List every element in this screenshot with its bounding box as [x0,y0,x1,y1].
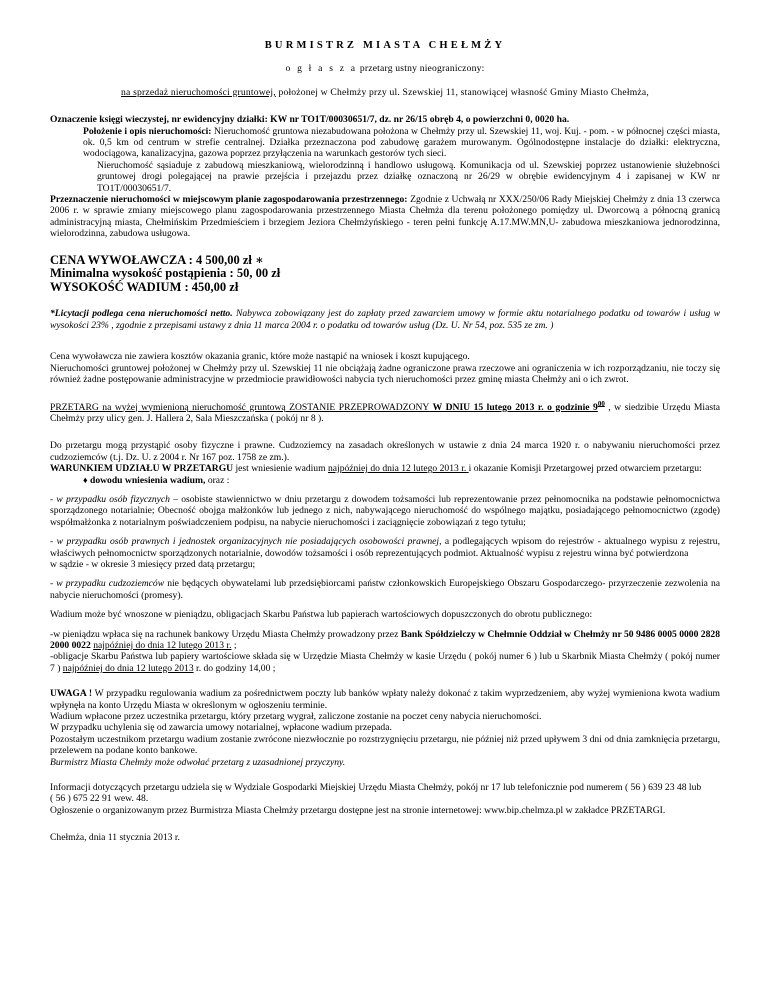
land-register-label: Oznaczenie księgi wieczystej, nr ewidencyjny działki [50,114,265,126]
natural-persons-text: – osobiste stawiennictwo w dniu przetargu z dowodem tożsamości lub reprezentowanie przez pełnomocnika na podstawie pełnomocnictwa sporządzonego notarialnie; Obecność obojga małżonków lub jednego z nich, nabywającego nieruchomość do wspólnego majątku, posiadającego pełnomocnictwo (zgodę) współmałżonka z notarialnym poświadczeniem podpisu, na nabycie nieruchomości i zaciągnięcie zobowiązań z tego tytułu; [50,493,720,528]
land-register-paragraph [50,114,720,125]
legal-persons-label: - w przypadku osób prawnych i jednostek organizacyjnych nie posiadających osobowości prawnej [50,536,440,548]
deposit-bank-paragraph [50,629,720,652]
deposit-forms-paragraph: Wadium może być wnoszone w pieniądzu, obligacjach Skarbu Państwa lub papierach wartościowych dopuszczonych do obrotu publicznego: [50,609,593,621]
deposit-proof-rest: oraz : [205,474,230,486]
condition-bold: WARUNKIEM UDZIAŁU W PRZETARGU [50,463,234,475]
starting-price: CENA WYWOŁAWCZA : 4 500,00 zł ∗ [50,252,264,267]
location-text: Nieruchomość gruntowa niezabudowana położona w Chełmży przy ul. Szewskiej 11, woj. Kuj. - pom. - w północnej części miasta, ok. 0,5 km od centrum w strefie centralnej. Działka przeznaczona pod zabudowę garażem murowanym. Ogólnodostępne instalacje do działki: elektryczna, wodociągowa, kanalizacyjna, gazowa poprzez przyłączenia na warunkach gestorów tych sieci. [83,125,720,160]
vat-text: Nabywca zobowiązany jest do zapłaty przed zawarciem umowy w formie aktu notarialnego podatku od towarów i usług w wysokości 23% , zgodnie z przepisami ustawy z dnia 11 marca 2004 r. o podatku od towarów usług (Dz. U. Nr 54, poz. 535 ze zm. ) [50,308,721,331]
boundary-note: Cena wywoławcza nie zawiera kosztów okazania granic, które może nastąpić na wniosek i koszt kupującego. [50,351,470,363]
location-label: Położenie i opis nieruchomości: [83,125,212,137]
deposit-return-note: Pozostałym uczestnikom przetargu wadium zostanie zwrócone niezwłocznie po rozstrzygnięciu przetargu, nie później niż przed upływem 3 dni od dnia zamknięcia przetargu, przelewem na podane konto bankowe. [50,733,720,757]
natural-persons-label: - w przypadku osób fizycznych [50,493,170,505]
cancellation-note: Burmistrz Miasta Chełmży może odwołać przetarg z uzasadnionej przyczyny. [50,756,346,768]
condition-deadline: najpóźniej do dnia 12 lutego 2013 r. [327,463,469,475]
warning-label: UWAGA ! [50,688,93,700]
deposit-bonds-paragraph [50,651,720,674]
encumbrance-note: Nieruchomości gruntowej położonej w Chełmży przy ul. Szewskiej 11 nie obciążają żadne ograniczone prawa rzeczowe ani ograniczenia w ich rozporządzaniu, nie toczy się również żadne postępowanie administracyjne w przedmiocie prawidłowości nabycia tych nieruchomości przez gminę miasta Chełmży ani o ich zwrot. [50,362,720,386]
subtitle-announces: o g ł a s z a [285,63,358,75]
deposit-proof-bold: dowodu wniesienia wadium, [87,474,206,486]
subject-underlined: na sprzedaż nieruchomości gruntowej, [121,86,276,98]
deposit-bonds-a: -obligacje Skarbu Państwa lub papiery wartościowe składa się w Urzędzie Miasta Chełmży w kasie Urzędu ( pokój numer 6 ) lub u Skarbnik Miasta Chełmży ( pokój numer 7 ) [50,651,720,674]
legal-persons-text: , a podlegających wpisom do rejestrów - aktualnego wypisu z rejestru, właściwych pełnomocnictw sporządzonych notarialnie, dowodów tożsamości i osób reprezentujących podmiot. Aktualność wypisu z rejestru winna być potwierdzona [50,536,720,559]
foreigners-paragraph [50,578,720,601]
eligibility-paragraph: Do przetargu mogą przystąpić osoby fizyczne i prawne. Cudzoziemcy na zasadach określonych w ustawie z dnia 24 marca 1920 r. o nabywaniu nieruchomości przez cudzoziemców (t.j. Dz. U. z 2004 r. Nr 167 poz. 1758 ze zm.). [50,440,720,463]
diamond-bullet-icon: ♦ [83,474,88,485]
neighbors-paragraph: Nieruchomość sąsiaduje z zabudową mieszkaniową, wielorodzinną i handlowo usługową. Komunikacja od ul. Szewskiej poprzez ustanowienie służebności gruntowej drogi polegającej na prawie przejścia i przejazdu przez działkę oznaczoną nr 26/29 w obrębie ewidencyjnym 4 i zapisanej w KW nr TO1T/00030651/7. [97,159,720,194]
website-paragraph: Ogłoszenie o organizowanym przez Burmistrza Miasta Chełmży przetargu dostępne jest na stronie internetowej: www.bip.chelmza.pl w zakładce PRZETARGI. [50,804,666,816]
vat-bold: Licytacji podlega cena nieruchomości netto. [54,308,233,320]
warning-paragraph [50,688,720,711]
deposit-bank-a: -w pieniądzu wpłaca się na rachunek bankowy Urzędu Miasta Chełmży prowadzony przez [50,628,401,640]
deposit-amount: WYSOKOŚĆ WADIUM : 450,00 zł [50,279,239,294]
deposit-bonds-deadline: najpóźniej do dnia 12 lutego 2013 [62,662,194,674]
zoning-text: Zgodnie z Uchwałą nr XXX/250/06 Rady Miejskiej Chełmży z dnia 13 czerwca 2006 r. w sprawie zmiany miejscowego planu zagospodarowania przestrzennego Miasta Chełmża dla terenu położonego pomiędzy ul. Dworcową a północną granicą administracyjną miasta, Chełmińskim Przedmieściem i brzegiem Jeziora Chełmżyńskiego - teren pełni funkcję A.17.MW.MN,U- zabudowa mieszkaniowa jednorodzinna, wielorodzinna, zabudowa usługowa. [50,194,720,240]
minimum-increment: Minimalna wysokość postąpienia : 50, 00 zł [50,266,281,281]
announcement-document [50,40,720,844]
deposit-proof-line [50,475,720,486]
condition-b: i okazanie Komisji Przetargowej przed otwarciem przetargu: [468,463,702,475]
auction-place: , w siedzibie Urzędu Miasta Chełmży przy ulicy gen. J. Hallera 2, Sala Mieszczańska ( pokój nr 8 ). [50,401,721,424]
warning-text: W przypadku regulowania wadium za pośrednictwem poczty lub banków wpłaty należy dokonać z takim wyprzedzeniem, aby wyżej wymieniona kwota wadium wpłynęła na konto Urzędu Miasta w określonym w ogłoszeniu terminie. [50,688,720,711]
subtitle-tender-type: przetarg ustny nieograniczony: [359,63,485,75]
contact-text: Informacji dotyczących przetargu udziela się w Wydziale Gospodarki Miejskiej Urzędu Miasta Chełmży, pokój nr 17 lub telefonicznie pod numerem ( 56 ) 639 23 48 lub [50,782,702,794]
contact-text-2: ( 56 ) 675 22 91 wew. 48. [50,793,149,805]
deposit-forfeit-note: W przypadku uchylenia się od zawarcia umowy notarialnej, wpłacone wadium przepada. [50,722,392,734]
legal-persons-line2: w sądzie - w okresie 3 miesięcy przed datą przetargu; [50,558,256,570]
vat-star: * [50,308,55,320]
foreigners-text: nie będących obywatelami lub przedsiębiorcami państw członkowskich Europejskiego Obszaru Gospodarczego- przyrzeczenie zezwolenia na nabycie nieruchomości (promesy). [50,578,721,601]
document-subtitle [50,63,720,98]
foreigners-label: - w przypadku cudzoziemców [50,578,165,590]
condition-paragraph [50,463,720,474]
natural-persons-paragraph [50,494,720,528]
zoning-paragraph [50,194,720,240]
document-date: Chełmża, dnia 11 stycznia 2013 r. [50,832,180,844]
legal-persons-paragraph [50,536,720,559]
auction-date: W DNIU 15 lutego 2013 r. o godzinie 9 [429,401,598,413]
auction-hour-sup: 00 [597,399,605,408]
bank-account: Bank Spółdzielczy w Chełmnie Oddział w Chełmży nr 50 9486 0005 0000 2828 2000 0022 [50,628,720,651]
document-title: BURMISTRZ MIASTA CHEŁMŻY [264,40,506,51]
location-paragraph [50,126,720,160]
auction-paragraph [50,399,721,425]
deposit-bank-deadline: najpóźniej do dnia 12 lutego 2013 r. [93,640,232,651]
deposit-bonds-end: r. do godziny 14,00 ; [193,662,276,674]
contact-paragraph [50,782,720,805]
auction-underlined: PRZETARG na wyżej wymienioną nieruchomość gruntową ZOSTANIE PRZEPROWADZONY [50,401,430,413]
condition-a: jest wniesienie wadium [233,463,328,475]
deposit-credit-note: Wadium wpłacone przez uczestnika przetargu, który przetarg wygrał, zaliczone zostanie na poczet ceny nabycia nieruchomości. [50,711,542,723]
subject-rest: położonej w Chełmży przy ul. Szewskiej 11, stanowiącej własność Gminy Miasto Chełmża, [278,86,649,98]
land-register-value: : KW nr TO1T/00030651/7, dz. nr 26/15 obręb 4, o powierzchni 0, 0020 ha. [264,114,570,126]
vat-note [50,308,720,331]
zoning-label: Przeznaczenie nieruchomości w miejscowym planie zagospodarowania przestrzennego: [50,194,408,206]
deposit-bank-end: ; [231,640,237,651]
